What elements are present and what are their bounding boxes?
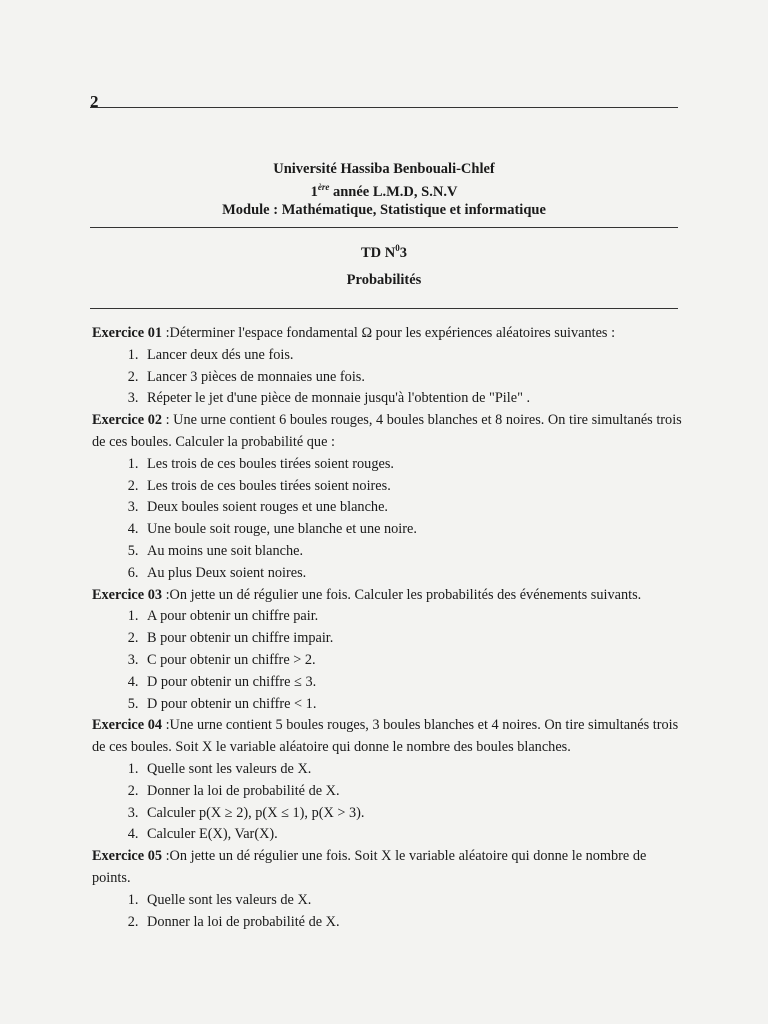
question-item: 3. Calculer p(X ≥ 2), p(X ≤ 1), p(X > 3).: [142, 803, 686, 825]
question-item: 6. Au plus Deux soient noires.: [142, 563, 686, 585]
question-item: 1. Lancer deux dés une fois.: [142, 345, 686, 367]
question-list: [92, 890, 686, 934]
exercise-label: Exercice 04: [92, 717, 162, 734]
question-item: 2. Les trois de ces boules tirées soient noires.: [142, 476, 686, 498]
header-divider: [90, 227, 678, 228]
page-number: 2: [90, 92, 99, 111]
question-item: 4. Calculer E(X), Var(X).: [142, 824, 686, 846]
title-divider: [90, 308, 678, 309]
question-item: 4. D pour obtenir un chiffre ≤ 3.: [142, 672, 686, 694]
question-item: 1. Les trois de ces boules tirées soient rouges.: [142, 454, 686, 476]
question-item: 3. C pour obtenir un chiffre > 2.: [142, 650, 686, 672]
module-name: Module : Mathématique, Statistique et informatique: [222, 201, 546, 218]
question-item: 2. B pour obtenir un chiffre impair.: [142, 628, 686, 650]
question-list: [92, 606, 686, 715]
question-item: 4. Une boule soit rouge, une blanche et une noire.: [142, 519, 686, 541]
university-name: Université Hassiba Benbouali-Chlef: [273, 161, 495, 177]
exercise-statement: [92, 715, 686, 759]
question-item: 5. D pour obtenir un chiffre < 1.: [142, 694, 686, 716]
td-title: TD $N^03$: [361, 243, 407, 261]
question-item: 2. Donner la loi de probabilité de X.: [142, 781, 686, 803]
exercise-text: :On jette un dé régulier une fois. Soit X le variable aléatoire qui donne le nombre de points.: [92, 848, 647, 886]
exercise-text: : Une urne contient 6 boules rouges, 4 boules blanches et 8 noires. On tire simultanés trois de ces boules. Calculer la probabilité que :: [92, 412, 682, 450]
exercise-label: Exercice 02: [92, 412, 162, 429]
question-item: 2. Lancer 3 pièces de monnaies une fois.: [142, 367, 686, 389]
question-list: [92, 759, 686, 846]
question-item: 2. Donner la loi de probabilité de X.: [142, 912, 686, 934]
exercise-text: :On jette un dé régulier une fois. Calculer les probabilités des événements suivants.: [162, 586, 642, 603]
academic-year: 1ère année L.M.D, S.N.V: [310, 182, 458, 200]
exercise-text: :Une urne contient 5 boules rouges, 3 boules blanches et 4 noires. On tire simultanés trois de ces boules. Soit X le variable aléatoire qui donne le nombre des boules blanches.: [92, 717, 679, 756]
exercise-label: Exercice 03: [92, 586, 162, 603]
top-divider: [90, 107, 678, 108]
question-item: 3. Deux boules soient rouges et une blanche.: [142, 497, 686, 519]
exercise-list: [92, 323, 686, 933]
question-list: [92, 345, 686, 410]
exercise-text: :Déterminer l'espace fondamental Ω pour les expériences aléatoires suivantes :: [162, 325, 616, 341]
question-item: 1. A pour obtenir un chiffre pair.: [142, 606, 686, 628]
exercise-statement: [92, 846, 686, 890]
exercise-label: Exercice 05: [92, 848, 162, 865]
question-list: [92, 454, 686, 585]
document-header: [90, 160, 678, 219]
exercise-statement: [92, 585, 686, 607]
question-item: 5. Au moins une soit blanche.: [142, 541, 686, 563]
question-item: 3. Répeter le jet d'une pièce de monnaie jusqu'à l'obtention de "Pile" .: [142, 388, 686, 410]
question-item: 1. Quelle sont les valeurs de X.: [142, 759, 686, 781]
exercise-statement: [92, 323, 686, 345]
exercise-label: Exercice 01: [92, 325, 162, 341]
question-item: 1. Quelle sont les valeurs de X.: [142, 890, 686, 912]
exercise-statement: [92, 410, 686, 454]
subject-title: Probabilités: [346, 272, 422, 288]
